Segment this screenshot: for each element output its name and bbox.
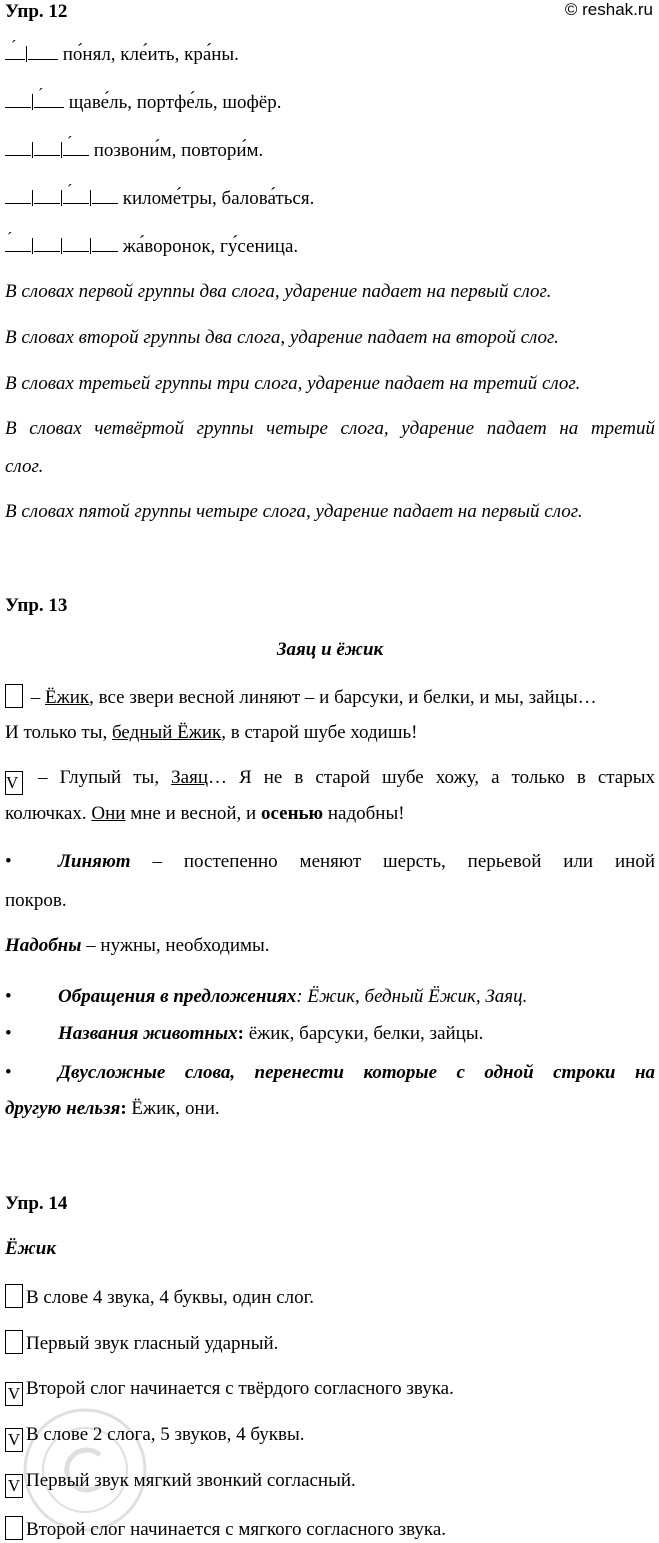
watermark: © reshak.ru <box>564 0 653 19</box>
bullet-animals: • Названия животных: ёжик, барсуки, белки, зайцы. <box>5 1023 484 1044</box>
story-title: Заяц и ёжик <box>276 639 384 660</box>
ex13-title: Упр. 13 <box>5 595 68 616</box>
bullet-two-syllable: • Двусложные слова, перенести которые с одной строки на <box>5 1062 655 1083</box>
ex12-row-words: по́нял, кле́ить, кра́ны. <box>62 44 239 65</box>
check-item: V В слове 2 слога, 5 звуков, 4 буквы. <box>5 1423 655 1452</box>
ex12-row-3 <box>5 134 655 163</box>
ex12-row-1 <box>5 38 655 67</box>
answer-box[interactable]: V <box>5 771 23 795</box>
check-box[interactable]: V <box>5 1382 23 1406</box>
dialog-line-2-cont: колючках. Они мне и весной, и осенью надобны! <box>5 803 405 824</box>
dialog-line-1-cont: И только ты, бедный Ёжик, в старой шубе ходишь! <box>5 722 418 743</box>
ex12-note-4-cont: слог. <box>5 456 44 477</box>
check-item: Первый звук гласный ударный. <box>5 1330 655 1356</box>
check-box[interactable] <box>5 1330 23 1354</box>
ex14-word: Ёжик <box>5 1238 56 1259</box>
ex12-row-words: щаве́ль, портфе́ль, шофёр. <box>68 92 282 113</box>
definition-2: Надобны – нужны, необходимы. <box>5 935 270 956</box>
ex12-row-words: позвони́м, повтори́м. <box>93 140 264 161</box>
address-word: Ёжик <box>45 687 90 708</box>
definition-1-cont: покров. <box>5 890 67 911</box>
underlined-word: Они <box>91 803 126 824</box>
address-word: бедный Ёжик <box>112 722 222 743</box>
stress-scheme: ´ <box>5 43 58 67</box>
stress-scheme: ´ <box>5 139 89 163</box>
stress-scheme: ´ <box>5 235 118 259</box>
stress-scheme: ´ <box>5 91 64 115</box>
ex12-note-2: В словах второй группы два слога, ударение падает на второй слог. <box>5 327 559 348</box>
check-item: Второй слог начинается с мягкого согласного звука. <box>5 1516 655 1542</box>
dialog-line-1: – Ёжик, все звери весной линяют – и барсуки, и белки, и мы, зайцы… <box>5 684 655 710</box>
ex12-title: Упр. 12 <box>5 1 68 22</box>
bold-word: осенью <box>260 803 324 824</box>
check-box[interactable]: V <box>5 1428 23 1452</box>
ex12-note-5: В словах пятой группы четыре слога, ударение падает на первый слог. <box>5 501 583 522</box>
dialog-line-2: V – Глупый ты, Заяц… Я не в старой шубе хожу, а только в старых <box>5 766 655 795</box>
ex12-row-5 <box>5 230 655 259</box>
check-box[interactable]: V <box>5 1474 23 1498</box>
check-box[interactable] <box>5 1516 23 1540</box>
answer-box[interactable] <box>5 684 23 708</box>
term: Линяют <box>58 851 131 872</box>
term: Надобны <box>5 935 82 956</box>
check-box[interactable] <box>5 1284 23 1308</box>
ex14-title: Упр. 14 <box>5 1193 68 1214</box>
stress-scheme: ´ <box>5 187 118 211</box>
bullet-addresses: • Обращения в предложениях: Ёжик, бедный Ёжик, Заяц. <box>5 986 528 1007</box>
check-item: V Первый звук мягкий звонкий согласный. <box>5 1469 655 1498</box>
ex12-row-2 <box>5 86 655 115</box>
address-word: Заяц <box>171 767 208 788</box>
ex12-row-words: киломе́тры, балова́ться. <box>122 188 315 209</box>
ex12-row-4 <box>5 182 655 211</box>
ex12-row-words: жа́воронок, гу́сеница. <box>122 236 299 257</box>
ex12-note-4: В словах четвёртой группы четыре слога, ударение падает на третий <box>5 418 655 439</box>
ex12-note-3: В словах третьей группы три слога, ударение падает на третий слог. <box>5 373 581 394</box>
ex12-note-1: В словах первой группы два слога, ударение падает на первый слог. <box>5 281 552 302</box>
definition-1: • Линяют – постепенно меняют шерсть, перьевой или иной <box>5 851 655 872</box>
check-item: V Второй слог начинается с твёрдого согласного звука. <box>5 1377 655 1406</box>
check-item: В слове 4 звука, 4 буквы, один слог. <box>5 1284 655 1310</box>
bullet-two-syllable-cont: другую нельзя: Ёжик, они. <box>5 1098 220 1119</box>
